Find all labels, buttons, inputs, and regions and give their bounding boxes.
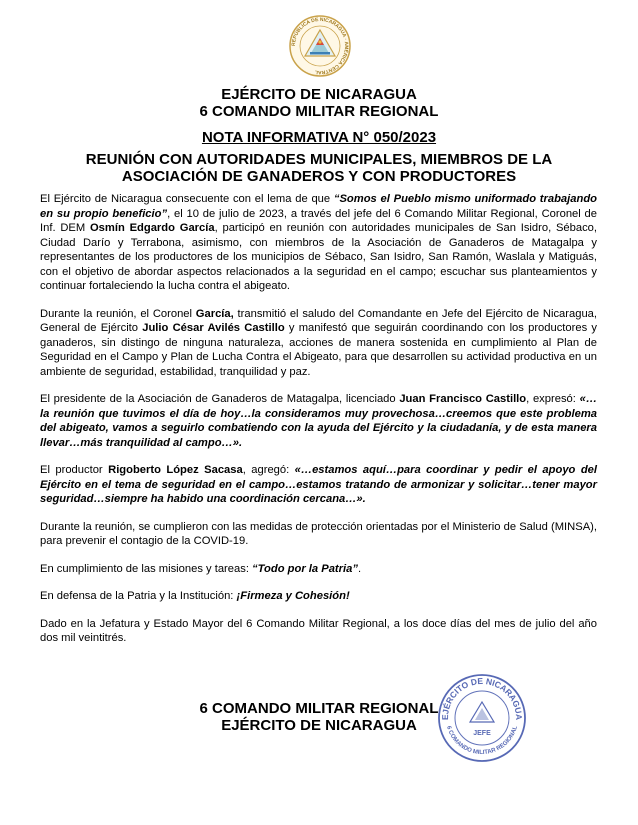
p4-text-b: , agregó: — [242, 464, 295, 476]
header-army-name: EJÉRCITO DE NICARAGUA — [221, 86, 417, 103]
p2-text-a: Durante la reunión, el Coronel — [40, 307, 196, 320]
p2-text-b: transmitió el saludo del Comandante en Jefe del Ejército de Nicaragua, General de Ejército — [40, 307, 597, 334]
paragraph-8: Dado en la Jefatura y Estado Mayor del 6 Comando Militar Regional, a los doce días del mes de julio del año dos mil veintitrés. — [40, 617, 597, 644]
p1-text-b: , el 10 de julio de 2023, a través del jefe del 6 Comando Militar Regional, Coronel de Inf. DEM — [40, 207, 598, 234]
paragraph-7 — [40, 589, 597, 604]
p4-quote: «…estamos aquí…para coordinar y pedir el apoyo del Ejército en el tema de seguridad en el campo…estamos tratando de armonizar y solicitar…tener mayor seguridad…siempre ha habido una coordinación cercana…». — [40, 464, 597, 505]
stamp-ring-top: EJÉRCITO DE NICARAGUA — [439, 675, 525, 721]
p2-text-c: y manifestó que seguirán coordinando con los productores y ganaderos, sin distingo de ninguna naturaleza, acciones de manera sostenida en cumplimiento al Plan de Seguridad en el Campo y Plan de Lucha Contra el Abigeato, para que desarrollen su actividad productiva en un ambiente de seguridad, estabilidad, tranquilidad y paz. — [40, 322, 597, 378]
p1-motto: “Somos el Pueblo mismo uniformado trabajando en su propio beneficio” — [40, 193, 597, 220]
seal-ring-text: REPÚBLICA DE NICARAGUA · AMÉRICA CENTRAL — [290, 16, 350, 76]
stamp-ring-bottom: 6 COMANDO MILITAR REGIONAL — [445, 725, 519, 757]
p6-text-a: En cumplimiento de las misiones y tareas: — [40, 562, 253, 575]
p2-name-2: Julio César Avilés Castillo — [142, 322, 285, 334]
paragraph-3 — [40, 392, 597, 450]
p2-name-1: García, — [195, 307, 234, 320]
header-command-name: 6 COMANDO MILITAR REGIONAL — [199, 103, 439, 120]
p1-name: Osmín Edgardo García — [89, 222, 215, 234]
title-line-2: ASOCIACIÓN DE GANADEROS Y CON PRODUCTORES — [121, 168, 517, 185]
p3-text-a: El presidente de la Asociación de Ganaderos de Matagalpa, licenciado — [40, 393, 400, 405]
national-seal-icon — [288, 14, 352, 78]
document-title — [40, 151, 598, 185]
paragraph-1 — [40, 192, 597, 294]
p4-name: Rigoberto López Sacasa — [108, 464, 243, 476]
stamp-center-text: JEFE — [473, 730, 491, 737]
document-body — [40, 192, 597, 659]
p3-quote: «…la reunión que tuvimos el día de hoy…la consideramos muy provechosa…creemos que este problema del abigeato, vamos a seguirlo combatiendo con la ayuda del Ejército y la ciudadanía, y de esta manera llevar…más tranquilidad al campo…». — [40, 393, 598, 449]
paragraph-6 — [40, 562, 597, 577]
p1-text-c: , participó en reunión con autoridades municipales de San Isidro, Sébaco, Ciudad Darío y Terrabona, asimismo, con miembros de la Asociación de Ganaderos de Matagalpa y representantes de los productores de los municipios de Sébaco, San Isidro, San Ramón, Waslala y Matiguás, con el objetivo de abordar aspectos relacionados a la seguridad en el campo; escuchar sus planteamientos y continuar fortaleciendo la lucha contra el abigeato. — [40, 222, 598, 292]
p4-text-a: El productor — [40, 464, 109, 476]
note-number: NOTA INFORMATIVA N° 050/2023 — [201, 129, 437, 146]
p7-motto: ¡Firmeza y Cohesión! — [236, 590, 350, 602]
signature-command: 6 COMANDO MILITAR REGIONAL — [199, 700, 439, 717]
paragraph-5: Durante la reunión, se cumplieron con las medidas de protección orientadas por el Ministerio de Salud (MINSA), para prevenir el contagio de la COVID-19. — [40, 520, 597, 547]
official-stamp-icon — [436, 672, 528, 764]
p1-text-a: El Ejército de Nicaragua consecuente con el lema de que — [40, 193, 334, 205]
p6-motto: “Todo por la Patria” — [252, 562, 358, 575]
paragraph-4 — [40, 463, 597, 507]
paragraph-2 — [40, 307, 597, 380]
signature-army: EJÉRCITO DE NICARAGUA — [221, 717, 417, 734]
p7-text-a: En defensa de la Patria y la Institución: — [40, 590, 237, 602]
p6-text-b: . — [357, 562, 362, 575]
p3-name: Juan Francisco Castillo — [399, 393, 527, 405]
p3-text-b: , expresó: — [526, 393, 580, 405]
title-line-1: REUNIÓN CON AUTORIDADES MUNICIPALES, MIEMBROS DE LA — [85, 151, 553, 168]
